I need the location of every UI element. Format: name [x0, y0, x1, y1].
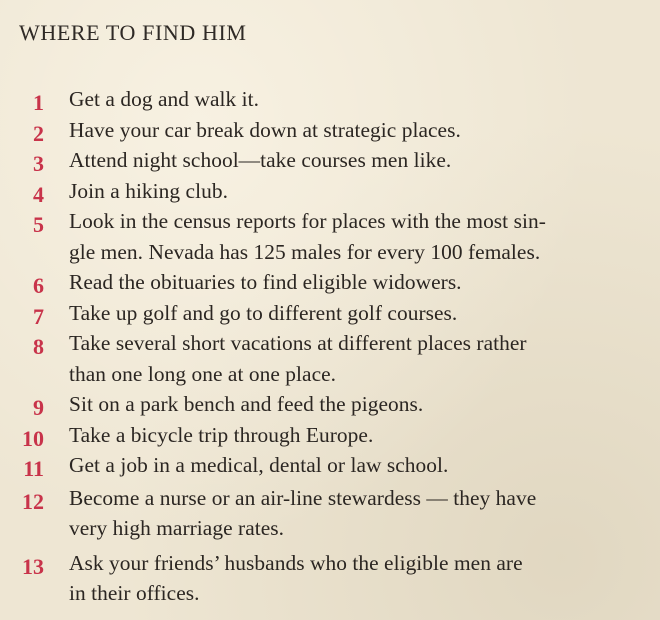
- list-item: [0, 206, 660, 267]
- item-number: 11: [23, 456, 44, 481]
- item-line: Sit on a park bench and feed the pigeons.: [69, 392, 424, 416]
- list-item: [0, 328, 660, 389]
- item-text: [69, 115, 649, 146]
- item-line: Get a dog and walk it.: [69, 87, 260, 111]
- item-number: 5: [33, 212, 44, 237]
- list-item: [0, 298, 660, 329]
- item-line: Take a bicycle trip through Europe.: [69, 422, 374, 447]
- item-text: [69, 206, 649, 267]
- item-line: Take several short vacations at different places rather: [69, 331, 527, 355]
- list-item: [0, 389, 660, 420]
- item-number: 13: [22, 553, 44, 579]
- list-item: [0, 483, 660, 544]
- item-text: [69, 420, 649, 451]
- list-item: [0, 145, 660, 176]
- item-number: 12: [22, 488, 44, 514]
- item-line: Take up golf and go to different golf courses.: [69, 300, 458, 325]
- item-line: than one long one at one place.: [69, 361, 337, 386]
- item-number: 6: [33, 273, 44, 298]
- item-text: [69, 483, 649, 544]
- item-line: Have your car break down at strategic places.: [69, 117, 461, 142]
- item-text: [69, 145, 649, 176]
- item-line: in their offices.: [69, 581, 200, 605]
- item-text: [69, 450, 649, 481]
- item-text: [69, 389, 649, 420]
- item-text: [69, 548, 649, 609]
- item-line: Get a job in a medical, dental or law school.: [69, 453, 449, 477]
- item-number: 3: [33, 151, 44, 176]
- item-text: [69, 298, 649, 329]
- list-item: [0, 176, 660, 207]
- item-line: gle men. Nevada has 125 males for every 100 females.: [69, 239, 541, 264]
- item-text: [69, 267, 649, 298]
- list-item: [0, 115, 660, 146]
- tips-list: [0, 84, 660, 609]
- item-number: 7: [33, 303, 44, 329]
- list-item: [0, 84, 660, 115]
- item-number: 1: [33, 90, 44, 115]
- item-line: Ask your friends’ husbands who the eligible men are: [69, 550, 523, 575]
- item-line: very high marriage rates.: [69, 516, 285, 540]
- list-item: [0, 450, 660, 481]
- item-text: [69, 176, 649, 207]
- list-item: [0, 548, 660, 609]
- item-number: 8: [33, 334, 44, 359]
- item-number: 9: [33, 395, 44, 420]
- item-line: Become a nurse or an air-line stewardess — they have: [69, 485, 537, 510]
- item-number: 4: [33, 181, 44, 207]
- item-text: [69, 328, 649, 389]
- page-heading: WHERE TO FIND HIM: [19, 20, 247, 45]
- item-number: 10: [22, 425, 44, 451]
- list-item: [0, 420, 660, 451]
- item-number: 2: [33, 120, 44, 146]
- item-text: [69, 84, 649, 115]
- item-line: Attend night school—take courses men like.: [69, 148, 452, 172]
- item-line: Read the obituaries to find eligible widowers.: [69, 270, 462, 294]
- item-line: Look in the census reports for places with the most sin-: [69, 209, 546, 233]
- list-item: [0, 267, 660, 298]
- item-line: Join a hiking club.: [69, 178, 228, 203]
